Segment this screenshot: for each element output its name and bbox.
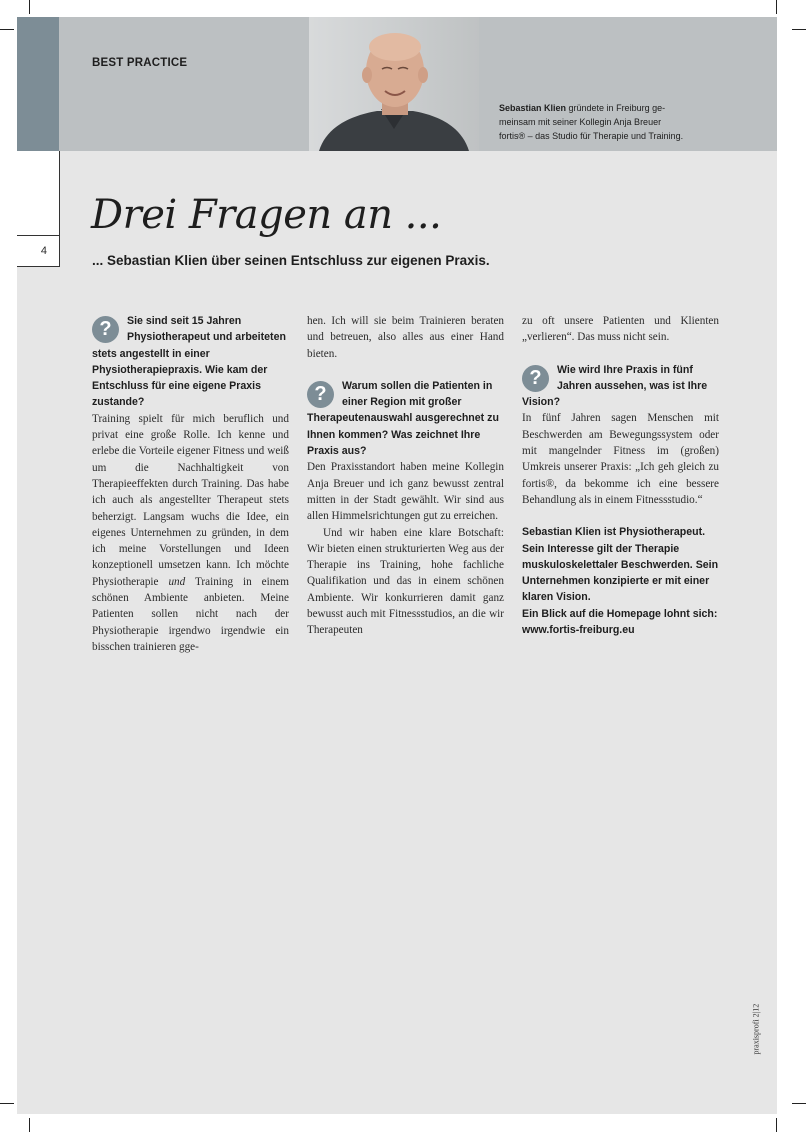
question-text: Sie sind seit 15 Jahren Physiotherapeut und arbeiteten stets angestellt in einer Physiotherapiepraxis. Wie kam der Entschluss für eine eigene Praxis zustande? [92,315,286,409]
crop-mark [792,29,806,30]
caption-name: Sebastian Klien [499,103,567,113]
answer-2-paragraph-1: Den Praxisstandort haben meine Kollegin Anja Breuer und ich ganz bewusst zentral mitten in der Stadt gewählt. Wir sind aus allen Himmelsrichtungen gut zu erreichen. [307,461,504,523]
question-2 [307,378,504,459]
question-1 [92,313,289,411]
answer-1 [92,411,289,655]
crop-mark [776,0,777,14]
caption-text: meinsam mit seiner Kollegin Anja Breuer [499,117,662,127]
photo-caption [499,101,729,143]
question-mark-circle-icon: ? [307,381,334,408]
margin-rule [59,151,60,267]
page-number: 4 [17,235,59,267]
answer-1-continued: hen. Ich will sie beim Trainieren beraten und betreuen, also alles aus einer Hand bieten. [307,315,504,360]
crop-mark [29,1118,30,1132]
homepage-note: Ein Blick auf die Homepage lohnt sich: [522,607,718,620]
article-title: Drei Fragen an ... [91,192,442,238]
crop-mark [776,1118,777,1132]
answer-3: In fünf Jahren sagen Menschen mit Beschwerden am Bewegungssystem oder mit mangelnder Fitness im (großen) Umkreis unserer Praxis: „Ich geh gleich zu fortis®, da bekomme ich eine bessere Behandlung als in einem Fitnessstudio.“ [522,412,719,506]
caption-text: gründete in Freiburg ge- [566,103,666,113]
question-3 [522,362,719,411]
crop-mark [792,1103,806,1104]
question-mark-circle-icon: ? [92,316,119,343]
author-bio: Sebastian Klien ist Physiotherapeut. Sein Interesse gilt der Therapie muskuloskelettaler Beschwerden. Sein Unternehmen konzipierte er mit einer klaren Vision. [522,526,719,604]
text-column-3 [522,313,719,638]
portrait-photo [309,17,479,151]
accent-bar [17,17,59,151]
homepage-link[interactable]: www.fortis-freiburg.eu [522,624,635,637]
crop-mark [29,0,30,14]
answer-2-paragraph-2: Und wir haben eine klare Botschaft: Wir bieten einen strukturierten Weg aus der Therapie ins Training, hohe fachliche Qualifikation und das in einem schönen Ambiente. Wir konkurrieren damit ganz bewusst auch mit Fitnessstudios, an die wir Therapeuten [307,526,504,637]
article-subtitle: ... Sebastian Klien über seinen Entschluss zur eigenen Praxis. [92,253,490,268]
answer-text: Training in einem schönen Ambiente anbieten. Meine Patienten sollen nicht nach der Physiotherapie irgendwo irgendwie ein bisschen trainieren gge- [92,575,289,653]
text-column-1 [92,313,289,663]
emphasis: und [168,575,186,588]
question-text: Warum sollen die Patienten in einer Region mit großer Therapeutenauswahl ausgerechnet zu Ihnen kommen? Was zeichnet Ihre Praxis aus? [307,379,499,458]
issue-footer [749,1003,763,1059]
portrait-illustration [309,17,479,151]
section-label: BEST PRACTICE [92,57,188,69]
text-column-2 [307,313,504,639]
caption-text: fortis® – das Studio für Therapie und Training. [499,131,684,141]
answer-2-continued: zu oft unsere Patienten und Klienten „verlieren“. Das muss nicht sein. [522,315,719,344]
answer-text: Training spielt für mich beruflich und privat eine große Rolle. Ich kenne und erlebe die Vorteile eigener Fitness und weiß um die Nachhaltigkeit von Therapieeffekten durch Training. Das habe ich auch als angestellter Therapeut stets beherzigt. Langsam wuchs die Idee, ein eigenes Unternehmen zu gründen, in dem ich meine Vorstellungen und Ideen konzeptionell umsetzen kann. Ich möchte Physiotherapie [92,412,289,588]
margin-notch [17,151,59,235]
crop-mark [0,1103,14,1104]
question-text: Wie wird Ihre Praxis in fünf Jahren aussehen, was ist Ihre Vision? [522,363,708,409]
crop-mark [0,29,14,30]
question-mark-circle-icon: ? [522,365,549,392]
issue-label: praxisprofi 2|12 [751,1003,761,1055]
